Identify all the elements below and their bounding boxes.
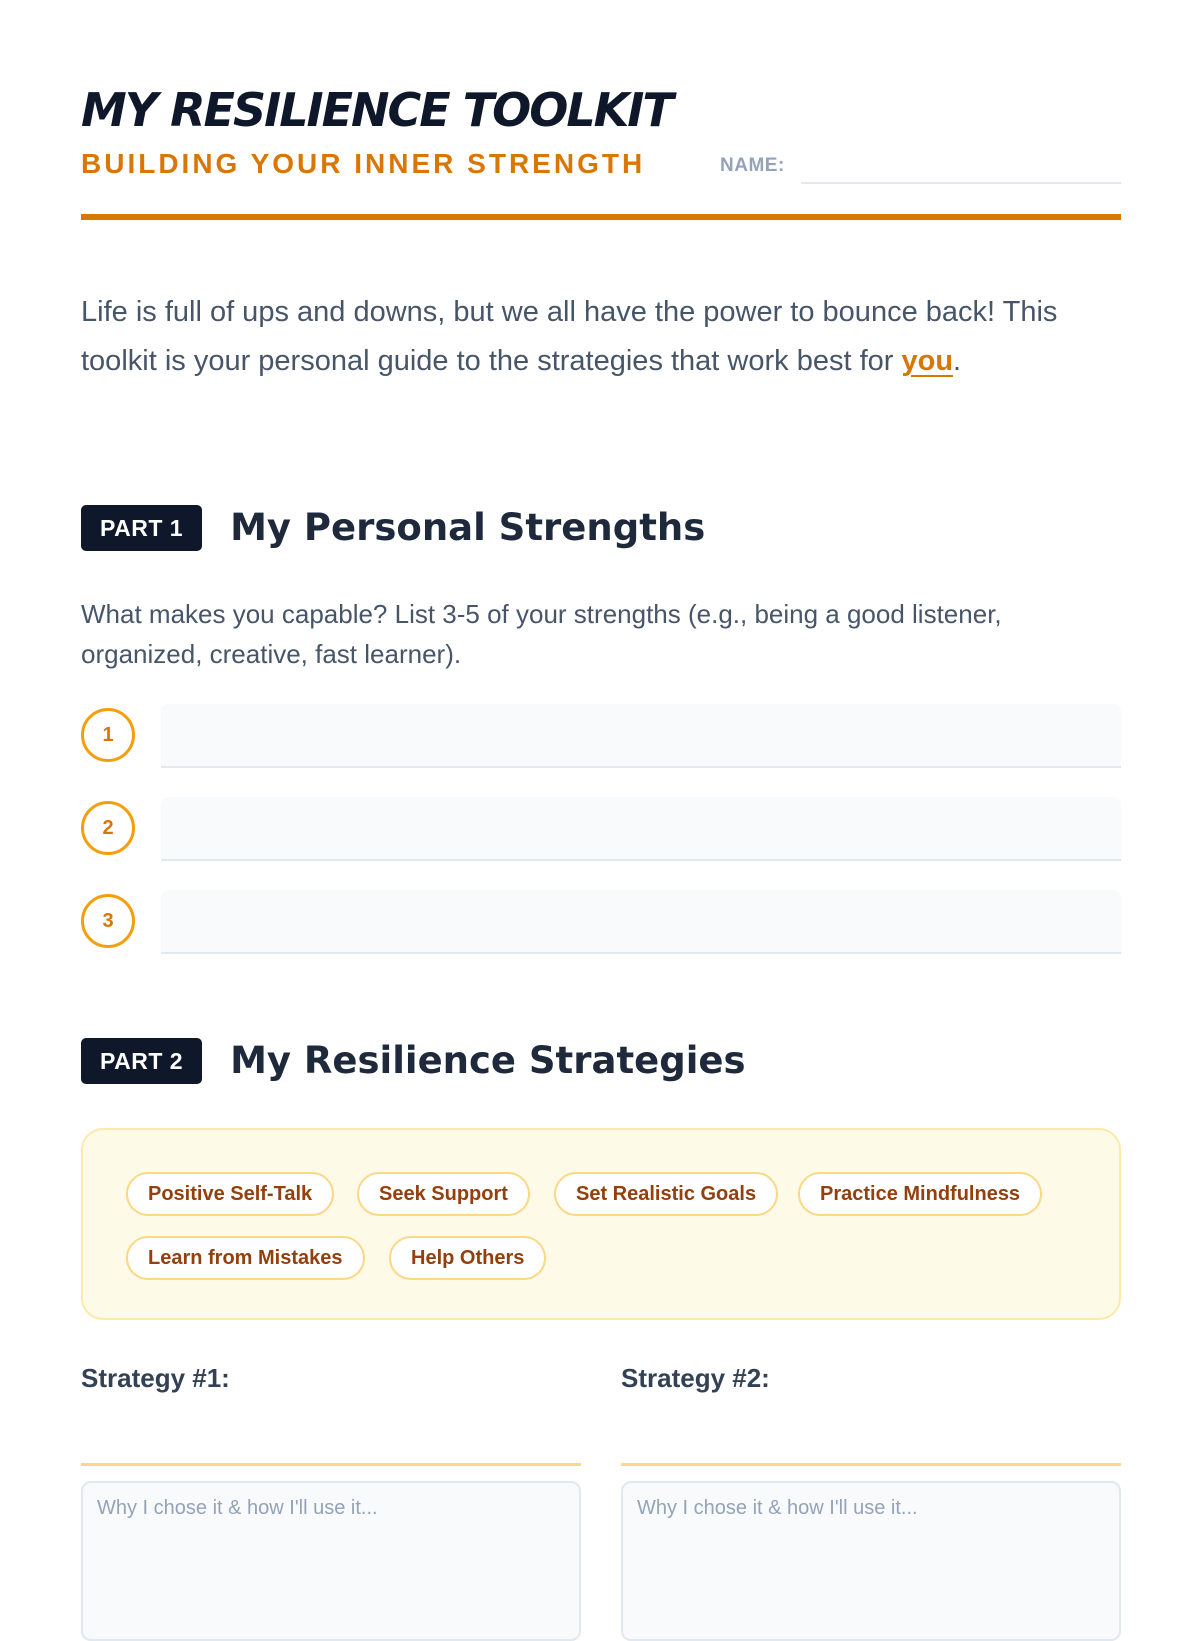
strategy-chip[interactable]: Seek Support: [357, 1172, 530, 1216]
part1-title: My Personal Strengths: [230, 506, 706, 549]
strategy-label: Strategy #1:: [81, 1363, 230, 1393]
strength-row: [81, 704, 1121, 768]
strategy-chip[interactable]: Learn from Mistakes: [126, 1236, 365, 1280]
strategy-chip[interactable]: Practice Mindfulness: [798, 1172, 1042, 1216]
worksheet-page: [81, 0, 1121, 1393]
part1-description: What makes you capable? List 3-5 of your strengths (e.g., being a good listener, organized, creative, fast learner).: [81, 599, 1002, 669]
part2-heading: [81, 1038, 746, 1084]
strategy-2-notes[interactable]: [621, 1481, 1121, 1641]
name-label: NAME:: [720, 155, 785, 176]
part2-title: My Resilience Strategies: [230, 1039, 746, 1082]
part1-heading: [81, 505, 705, 551]
intro-paragraph: [81, 288, 1121, 386]
strength-number-badge: 2: [81, 801, 135, 855]
intro-emphasis: you: [901, 345, 954, 377]
strength-number-badge: 3: [81, 894, 135, 948]
strategy-card-2: [621, 1360, 1121, 1600]
part1-badge: PART 1: [81, 505, 202, 551]
intro-end: .: [953, 345, 962, 377]
strategy-1-notes[interactable]: [81, 1481, 581, 1641]
strategy-chip-panel: [81, 1128, 1121, 1320]
strength-input-2[interactable]: [161, 797, 1121, 861]
strategy-2-input[interactable]: [621, 1412, 1121, 1466]
strength-number-badge: 1: [81, 708, 135, 762]
page-title: MY RESILIENCE TOOLKIT: [81, 83, 672, 137]
strength-input-3[interactable]: [161, 890, 1121, 954]
page-subtitle: BUILDING YOUR INNER STRENGTH: [81, 148, 646, 179]
part2-badge: PART 2: [81, 1038, 202, 1084]
strategy-label: Strategy #2:: [621, 1363, 770, 1393]
strength-row: [81, 797, 1121, 861]
strategy-chip[interactable]: Positive Self-Talk: [126, 1172, 334, 1216]
strategy-card-1: [81, 1360, 581, 1600]
worksheet-header: [81, 0, 1121, 224]
strength-input-1[interactable]: [161, 704, 1121, 768]
name-field[interactable]: [801, 151, 1121, 184]
intro-text: Life is full of ups and downs, but we all have the power to bounce back! This toolkit is your personal guide to the strategies that work best for: [81, 296, 1058, 377]
strength-row: [81, 890, 1121, 954]
strategy-1-input[interactable]: [81, 1412, 581, 1466]
strategy-chip[interactable]: Set Realistic Goals: [554, 1172, 778, 1216]
header-divider: [81, 214, 1121, 220]
strategy-chip[interactable]: Help Others: [389, 1236, 546, 1280]
